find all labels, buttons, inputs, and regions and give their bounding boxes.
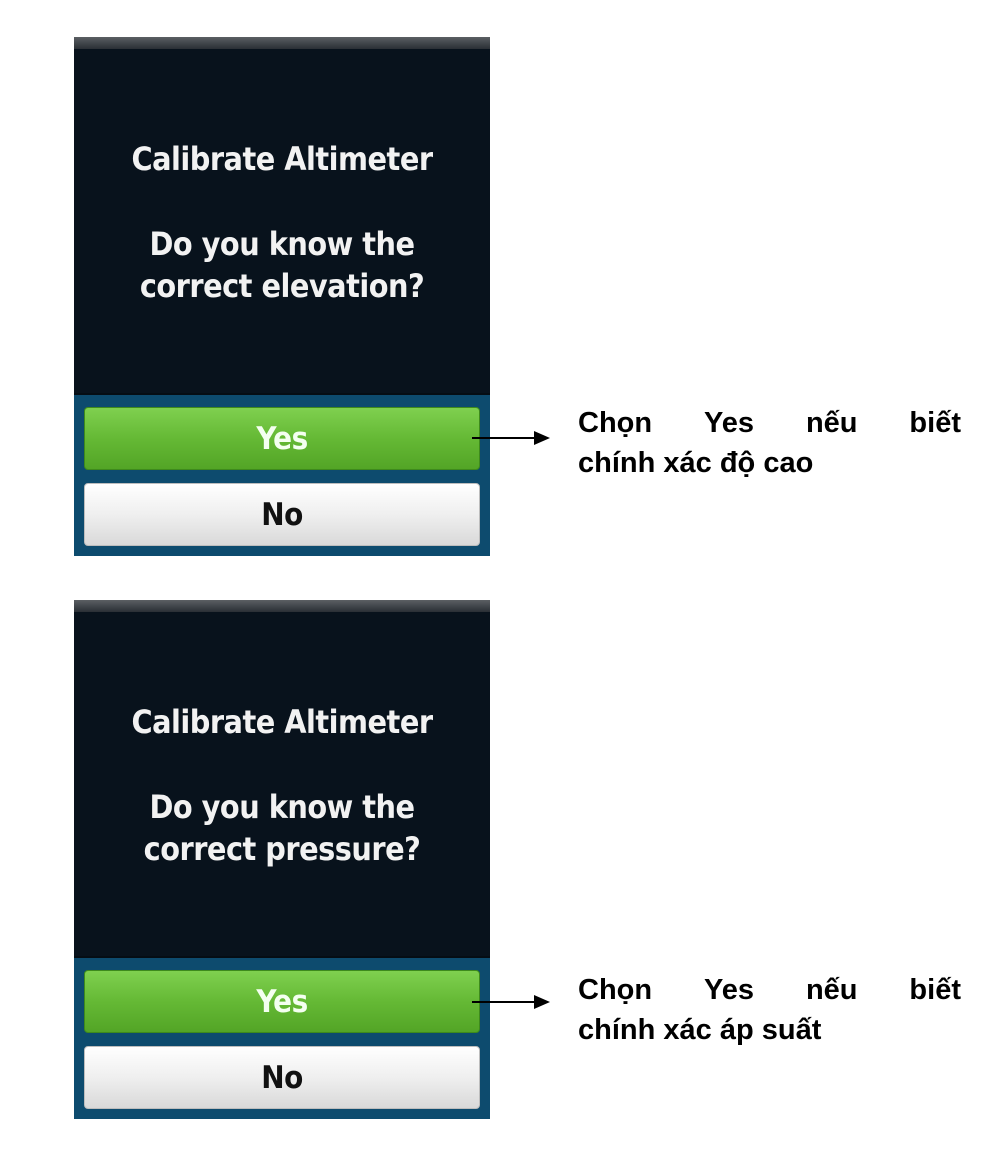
status-bar	[74, 37, 490, 49]
caption-word: Yes	[704, 407, 755, 439]
altimeter-screen-elevation	[74, 37, 490, 556]
caption-word: nếu	[805, 407, 858, 439]
question-line-2: correct pressure?	[143, 830, 421, 868]
caption-word: Chọn	[578, 407, 653, 439]
no-button[interactable]: No	[84, 483, 480, 546]
dialog-question	[74, 223, 490, 307]
caption-word: biết	[909, 407, 961, 439]
dialog-title: Calibrate Altimeter	[131, 703, 433, 741]
caption-line-1	[578, 970, 961, 1010]
caption-word: Yes	[704, 974, 755, 1006]
altimeter-screen-pressure	[74, 600, 490, 1119]
dialog-question	[74, 786, 490, 870]
question-line-1: Do you know the	[149, 788, 415, 826]
caption-elevation	[578, 403, 961, 483]
caption-line-2: chính xác độ cao	[578, 447, 814, 479]
caption-word: biết	[909, 974, 961, 1006]
yes-button[interactable]: Yes	[84, 407, 480, 470]
caption-word: Chọn	[578, 974, 653, 1006]
arrow-right-icon	[472, 428, 550, 448]
caption-line-2: chính xác áp suất	[578, 1014, 822, 1046]
dialog-title: Calibrate Altimeter	[131, 140, 433, 178]
button-panel	[74, 956, 490, 1119]
caption-line-1	[578, 403, 961, 443]
question-line-2: correct elevation?	[139, 267, 425, 305]
caption-pressure	[578, 970, 961, 1050]
no-button[interactable]: No	[84, 1046, 480, 1109]
arrow-right-icon	[472, 992, 550, 1012]
caption-word: nếu	[805, 974, 858, 1006]
question-line-1: Do you know the	[149, 225, 415, 263]
button-panel	[74, 393, 490, 556]
yes-button[interactable]: Yes	[84, 970, 480, 1033]
status-bar	[74, 600, 490, 612]
